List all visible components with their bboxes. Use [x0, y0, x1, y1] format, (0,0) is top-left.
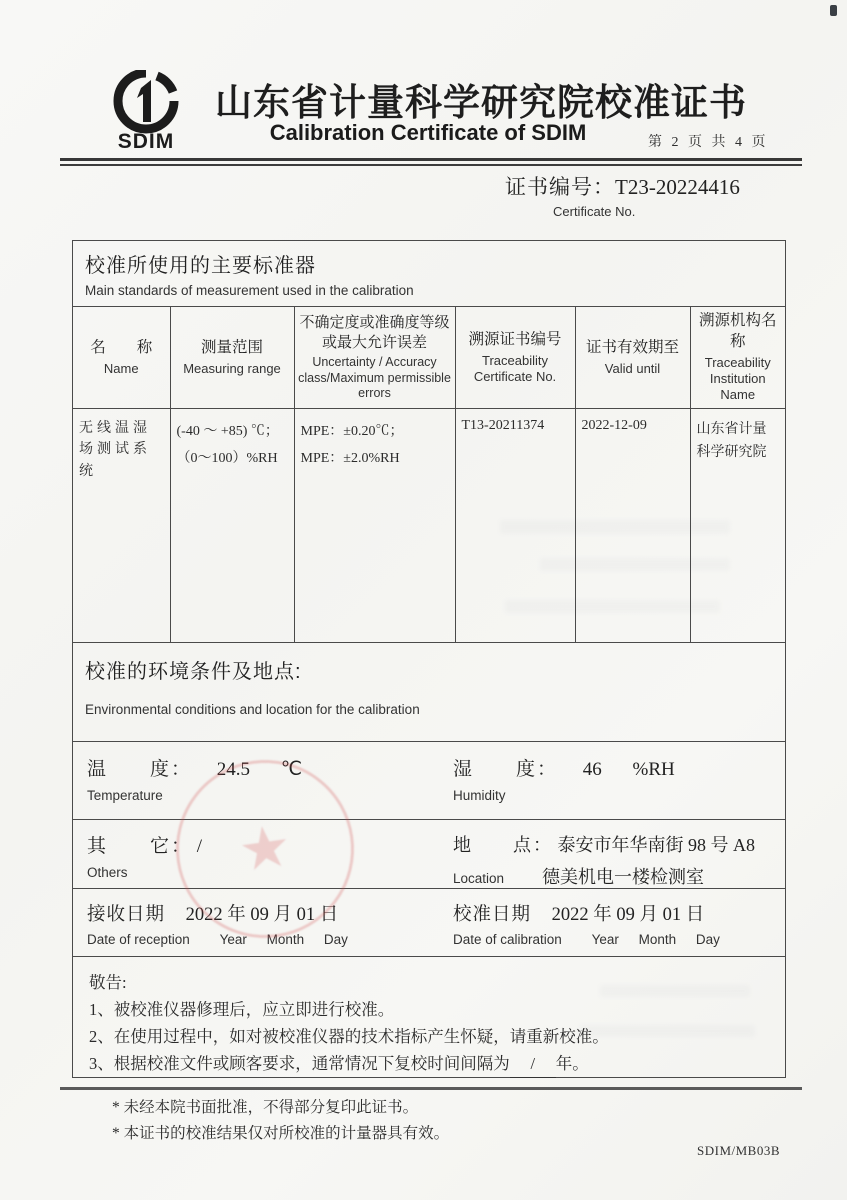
- mpe-line1: MPE：±0.20℃；: [300, 423, 404, 439]
- certificate-body: [72, 240, 786, 1078]
- reception-date-block: [73, 900, 451, 956]
- environment-title-cn: 校准的环境条件及地点:: [85, 661, 302, 683]
- standards-data-row: [73, 408, 785, 642]
- environment-section-header: [73, 643, 785, 742]
- col-header-valid-until: [575, 307, 690, 408]
- sdim-logo-icon: [113, 70, 179, 134]
- notice-title: 敬告:: [89, 973, 127, 992]
- reception-date-label-en: Date of reception: [87, 932, 190, 947]
- reception-date-units-en: Year Month Day: [219, 932, 348, 947]
- footer-divider: [60, 1087, 802, 1090]
- standards-title-en: Main standards of measurement used in the calibration: [85, 283, 414, 298]
- recalibration-interval-blank: /: [510, 1050, 556, 1078]
- col-range-en: Measuring range: [183, 360, 281, 376]
- temperature-unit: ℃: [280, 759, 303, 780]
- dates-row: [73, 889, 785, 957]
- location-block: [451, 831, 785, 888]
- calibration-date-label-en: Date of calibration: [453, 932, 562, 947]
- reception-date-label-cn: 接收日期: [87, 905, 166, 925]
- certificate-number-value: T23-20224416: [615, 175, 740, 199]
- notice-item-3-prefix: 3、根据校准文件或顾客要求，通常情况下复校时间间隔为: [89, 1054, 510, 1073]
- scan-speck: [830, 5, 837, 16]
- humidity-label-en: Humidity: [453, 788, 506, 803]
- reception-date-value: 2022 年 09 月 01 日: [185, 905, 339, 925]
- certificate-number-line: [505, 171, 740, 201]
- others-block: [73, 831, 451, 888]
- col-header-institution: [690, 307, 785, 408]
- standards-header-row: [73, 307, 785, 408]
- location-value-line2: 德美机电一楼检测室: [542, 867, 705, 887]
- standards-table: [73, 307, 785, 642]
- temperature-label-en: Temperature: [87, 788, 163, 803]
- calibration-date-value: 2022 年 09 月 01 日: [551, 905, 705, 925]
- environment-title-en: Environmental conditions and location for the calibration: [85, 702, 420, 717]
- col-uncertainty-en: Uncertainty / Accuracy class/Maximum permissible errors: [298, 355, 451, 401]
- col-header-range: [170, 307, 294, 408]
- certificate-title-en: Calibration Certificate of SDIM: [269, 120, 587, 145]
- mpe-line2: MPE：±2.0%RH: [300, 450, 400, 466]
- certificate-number-label-en: Certificate No.: [553, 204, 636, 219]
- range-line1: (-40 ～ +85) ℃；: [176, 423, 279, 439]
- others-value: /: [196, 836, 203, 857]
- others-label-cn: 其 它：: [87, 836, 193, 857]
- location-label-en: Location: [453, 871, 505, 886]
- temperature-value: 24.5: [216, 759, 251, 780]
- header-divider: [60, 158, 802, 166]
- col-institution-en: Traceability Institution Name: [704, 354, 771, 403]
- temperature-label-cn: 温 度：: [87, 759, 193, 780]
- temperature-block: [73, 754, 451, 819]
- footnotes: [112, 1095, 449, 1147]
- col-header-traceability-no: [455, 307, 575, 408]
- seal-star-icon: ★: [234, 812, 296, 885]
- humidity-value: 46: [582, 759, 602, 780]
- col-institution-cn: 溯源机构名称: [698, 312, 777, 350]
- standards-section-header: [73, 241, 785, 307]
- mpe-values: [294, 408, 455, 642]
- location-value-line1: 泰安市年华南街 98 号 A8: [557, 835, 755, 855]
- col-header-uncertainty: [294, 307, 455, 408]
- footnote-2: * 本证书的校准结果仅对所校准的计量器具有效。: [112, 1125, 450, 1142]
- traceability-institution: 山东省计量科学研究院: [690, 408, 785, 642]
- temp-humidity-row: [73, 742, 785, 820]
- certificate-title-cn: 山东省计量科学研究院校准证书: [215, 83, 747, 124]
- humidity-label-cn: 湿 度：: [453, 759, 559, 780]
- col-name-cn: 名 称: [90, 338, 153, 356]
- calibration-date-label-cn: 校准日期: [453, 905, 532, 925]
- page-number: 第 2 页 共 4 页: [648, 135, 769, 150]
- valid-until-date: 2022-12-09: [575, 408, 690, 642]
- col-name-en: Name: [103, 360, 139, 376]
- measuring-range: [170, 408, 294, 642]
- footnote-1: * 未经本院书面批准，不得部分复印此证书。: [112, 1099, 419, 1116]
- humidity-block: [451, 754, 785, 819]
- notice-section: [73, 957, 785, 1077]
- notice-item-2: 2、在使用过程中，如对被校准仪器的技术指标产生怀疑，请重新校准。: [89, 1027, 609, 1046]
- humidity-unit: %RH: [632, 759, 675, 780]
- others-label-en: Others: [87, 865, 128, 880]
- col-valid-en: Valid until: [604, 360, 661, 376]
- traceability-certificate-no: T13-20211374: [455, 408, 575, 642]
- col-valid-cn: 证书有效期至: [585, 338, 679, 356]
- standards-title-cn: 校准所使用的主要标准器: [85, 255, 316, 277]
- sdim-logo: [101, 70, 191, 162]
- col-uncertainty-cn: 不确定度或准确度等级或最大允许误差: [299, 313, 450, 351]
- standards-table-wrapper: [73, 307, 785, 643]
- others-location-row: [73, 820, 785, 889]
- sdim-logo-text: SDIM: [117, 130, 175, 153]
- location-label-cn: 地 点：: [453, 835, 553, 855]
- form-code: SDIM/MB03B: [697, 1143, 781, 1158]
- certificate-number-label-cn: 证书编号：: [505, 175, 615, 199]
- range-line2: （0～100）%RH: [176, 450, 278, 466]
- calibration-date-block: [451, 900, 785, 956]
- col-header-name: [73, 307, 170, 408]
- calibration-date-units-en: Year Month Day: [591, 932, 720, 947]
- notice-item-3-suffix: 年。: [555, 1054, 589, 1073]
- col-range-cn: 测量范围: [200, 338, 263, 356]
- col-traceability-cn: 溯源证书编号: [468, 330, 562, 348]
- notice-item-3: [89, 1050, 769, 1078]
- col-traceability-en: Traceability Certificate No.: [473, 352, 557, 384]
- notice-item-1: 1、被校准仪器修理后，应立即进行校准。: [89, 1000, 395, 1019]
- standard-name: 无线温湿场测试系统: [79, 420, 151, 479]
